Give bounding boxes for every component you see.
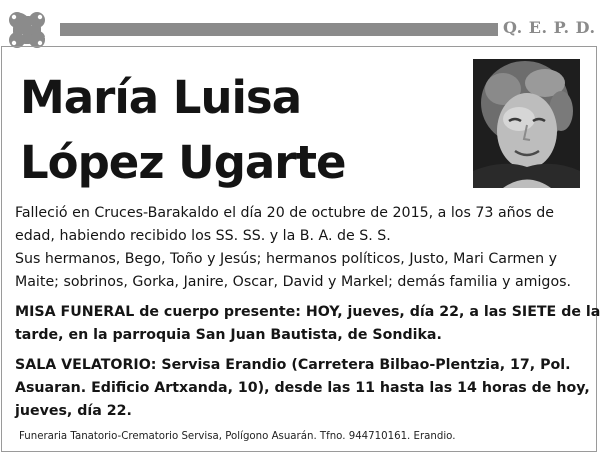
text-line: SALA VELATORIO: Servisa Erandio (Carretera Bilbao-Plentzia, 17, Pol.	[15, 357, 571, 373]
text-line: Asuaran. Edificio Artxanda, 10), desde las 11 hasta las 14 horas de hoy,	[15, 380, 590, 396]
funeral-home-footer: Funeraria Tanatorio-Crematorio Servisa, Polígono Asuarán. Tfno. 944710161. Erandio.	[19, 431, 456, 442]
qepd-badge: Q. E. P. D.	[503, 18, 596, 37]
text-line: Maite; sobrinos, Gorka, Janire, Oscar, David y Markel; demás familia y amigos.	[15, 274, 572, 290]
deceased-name-line2: López Ugarte	[20, 136, 346, 189]
death-announcement	[15, 202, 585, 248]
text-line: edad, habiendo recibido los SS. SS. y la B. A. de S. S.	[15, 228, 391, 244]
text-line: MISA FUNERAL de cuerpo presente: HOY, jueves, día 22, a las SIETE de la	[15, 304, 600, 320]
family-list	[15, 248, 585, 294]
header	[0, 0, 600, 46]
text-line: tarde, en la parroquia San Juan Bautista, de Sondika.	[15, 327, 442, 343]
text-line: Sus hermanos, Bego, Toño y Jesús; hermanos políticos, Justo, Mari Carmen y	[15, 251, 558, 267]
header-rule	[60, 23, 498, 36]
wake-room-info	[15, 354, 590, 423]
text-line: Falleció en Cruces-Barakaldo el día 20 de octubre de 2015, a los 73 años de	[15, 205, 554, 221]
funeral-mass-info	[15, 301, 600, 347]
portrait-photo	[473, 59, 580, 188]
text-line: jueves, día 22.	[15, 403, 132, 419]
deceased-name-line1: María Luisa	[20, 71, 302, 124]
